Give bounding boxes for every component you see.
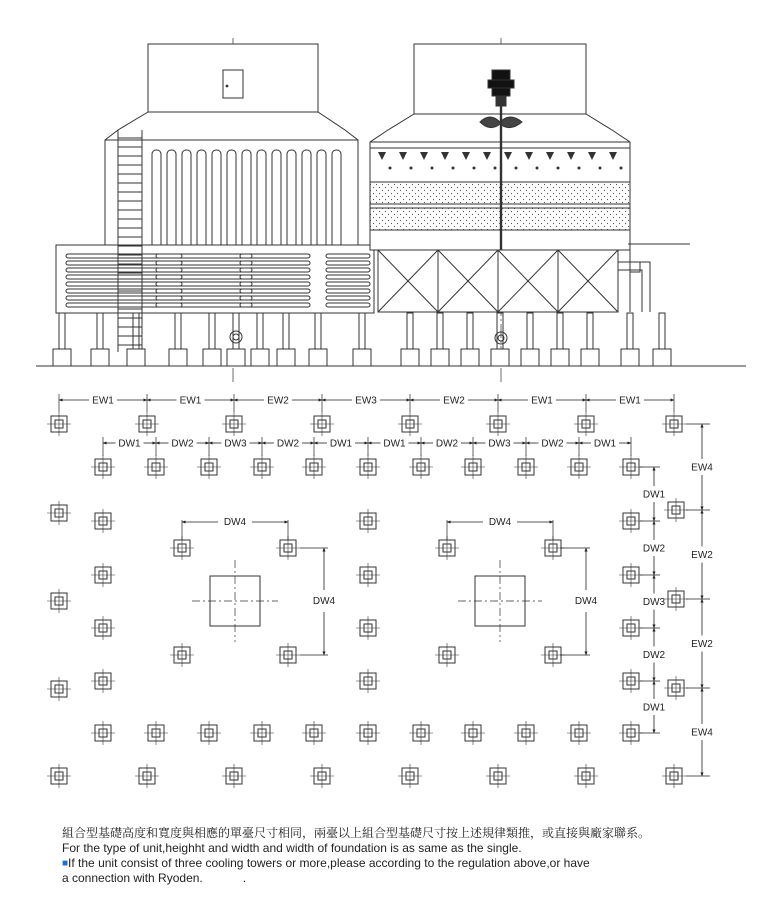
dw4-right-h-label: DW4	[488, 517, 512, 528]
foundation-pad	[619, 455, 643, 479]
note-english-2	[62, 856, 762, 871]
column-footing	[431, 349, 449, 366]
column	[359, 313, 365, 349]
foundation-pad	[356, 669, 380, 693]
fill-media-upper	[370, 182, 630, 204]
column	[257, 313, 263, 349]
ew-right-dimension-label: EW4	[691, 727, 713, 739]
column-footing	[581, 349, 599, 366]
foundation-pad	[250, 455, 274, 479]
foundation-pad	[514, 455, 538, 479]
ew-dimension-label: EW3	[355, 395, 377, 407]
note-english-3-text: a connection with Ryoden.	[62, 871, 203, 885]
foundation-pad	[619, 721, 643, 745]
dw4-left-h-label: DW4	[223, 517, 247, 528]
foundation-pad	[356, 455, 380, 479]
column-footing	[251, 349, 269, 366]
foundation-pad	[91, 509, 115, 533]
ew-right-dimension-label: EW2	[691, 639, 713, 650]
foundation-pad	[91, 455, 115, 479]
foundation-pad	[619, 509, 643, 533]
foundation-pad	[144, 721, 168, 745]
dw-top-dimension-row	[103, 437, 631, 456]
dw-right-dimension-label: DW2	[642, 543, 666, 555]
column	[97, 313, 103, 349]
column	[283, 313, 289, 349]
foundation-pad	[662, 764, 686, 788]
foundation-pad	[619, 616, 643, 640]
foundation-pad	[664, 587, 688, 611]
foundation-pad	[91, 616, 115, 640]
foundation-pad	[47, 677, 71, 701]
foundation-pad	[409, 455, 433, 479]
column-footing	[53, 349, 71, 366]
foundation-plan	[47, 394, 713, 788]
foundation-pad	[619, 669, 643, 693]
dw-dimension-label: DW1	[593, 438, 617, 450]
dw4-left-v-label: DW4	[312, 596, 336, 607]
column-footing	[461, 349, 479, 366]
column-footing	[127, 349, 145, 366]
dw-dimension-label: DW1	[383, 438, 406, 450]
ew-dimension-label: EW1	[619, 395, 641, 407]
foundation-pad	[91, 563, 115, 587]
drain-pipe	[230, 331, 242, 343]
foundation-pad	[619, 563, 643, 587]
dw-dimension-label: DW3	[224, 438, 247, 450]
foundation-pad	[170, 643, 194, 667]
foundation-pad	[398, 764, 422, 788]
foundation-pad	[356, 563, 380, 587]
ew-top-dimension-row	[59, 394, 674, 412]
foundation-pad	[144, 455, 168, 479]
foundation-pad	[398, 412, 422, 436]
column-footing	[227, 349, 245, 366]
ew-right-dimension-label: EW4	[691, 462, 713, 474]
column	[175, 313, 181, 349]
foundation-pad	[567, 721, 591, 745]
dw-dimension-label: DW2	[541, 438, 564, 450]
foundation-pad	[435, 643, 459, 667]
tower-elevation	[36, 38, 746, 384]
fill-media-lower	[370, 208, 630, 230]
left-tower	[56, 44, 374, 352]
foundation-pad	[664, 676, 688, 700]
dw-right-dimension-label: DW1	[642, 702, 666, 714]
foundation-pad	[486, 412, 510, 436]
foundation-pad	[310, 764, 334, 788]
ew-dimension-label: EW2	[267, 395, 289, 407]
dw-dimension-label: DW2	[171, 438, 194, 450]
column	[315, 313, 321, 349]
foundation-pad	[47, 501, 71, 525]
column-footing	[653, 349, 671, 366]
foundation-pad	[197, 721, 221, 745]
left-tower-center	[192, 560, 278, 642]
foundation-pad	[486, 764, 510, 788]
column	[557, 313, 563, 349]
column-footing	[277, 349, 295, 366]
foundation-pad	[461, 721, 485, 745]
notes-block	[62, 826, 762, 886]
ew-dimension-label: EW1	[92, 395, 114, 407]
ew-right-dimension-label: EW2	[691, 550, 713, 561]
foundation-pad	[91, 669, 115, 693]
foundation-pad	[514, 721, 538, 745]
note-english-1: For the type of unit,heighht and width and width of foundation is as same as the single.	[62, 841, 522, 855]
column-footing	[491, 349, 509, 366]
outlet-piping	[618, 250, 650, 312]
ew-dimension-label: EW1	[179, 395, 202, 407]
support-columns	[53, 313, 671, 366]
foundation-pad	[197, 455, 221, 479]
column	[527, 313, 533, 349]
note-chinese: 組合型基礎高度和寬度與相應的單臺尺寸相同，兩臺以上組合型基礎尺寸按上述規律類推，或直接與廠家聯系。	[62, 826, 651, 840]
dw-right-dimension-label: DW1	[642, 489, 666, 501]
foundation-pad	[356, 721, 380, 745]
foundation-pad	[567, 455, 591, 479]
note-english-3-tail: .	[242, 871, 247, 885]
foundation-pad	[302, 721, 326, 745]
foundation-pad	[222, 764, 246, 788]
dw-right-dimension-label: DW3	[642, 597, 666, 608]
note-english-3	[62, 871, 762, 886]
column	[467, 313, 473, 349]
ew-right-dimension-column	[686, 424, 713, 776]
dw-right-dimension-column	[640, 467, 666, 733]
dw-dimension-label: DW1	[329, 438, 353, 450]
column-footing	[521, 349, 539, 366]
dw-dimension-label: DW3	[488, 438, 511, 450]
foundation-pad	[276, 643, 300, 667]
dw-dimension-label: DW2	[435, 438, 459, 450]
foundation-pad	[302, 455, 326, 479]
foundation-pad	[409, 721, 433, 745]
foundation-pad	[662, 412, 686, 436]
foundation-pad	[222, 412, 246, 436]
dw-dimension-label: DW2	[276, 438, 300, 450]
foundation-pad	[47, 764, 71, 788]
right-tower	[370, 44, 690, 344]
column	[437, 313, 443, 349]
column	[209, 313, 215, 349]
column-footing	[169, 349, 187, 366]
foundation-pad	[310, 412, 334, 436]
foundation-pad	[135, 764, 159, 788]
column-footing	[203, 349, 221, 366]
column-footing	[91, 349, 109, 366]
column	[587, 313, 593, 349]
foundation-pad	[356, 616, 380, 640]
note-english-2-text: If the unit consist of three cooling towers or more,please according to the regulation above,or have	[68, 856, 590, 870]
dw-right-dimension-label: DW2	[642, 650, 666, 661]
dw4-right-v-label: DW4	[574, 596, 598, 607]
foundation-pad	[664, 498, 688, 522]
column-footing	[353, 349, 371, 366]
column-footing	[621, 349, 639, 366]
ew-dimension-label: EW2	[443, 395, 465, 407]
foundation-pad	[250, 721, 274, 745]
column	[627, 313, 633, 349]
foundation-pad	[574, 764, 598, 788]
foundation-pad	[47, 589, 71, 613]
foundation-pad	[574, 412, 598, 436]
foundation-pad	[91, 721, 115, 745]
column	[659, 313, 665, 349]
right-tower-center	[458, 560, 542, 642]
bullet-icon: ■	[62, 858, 69, 869]
column	[59, 313, 65, 349]
column-footing	[551, 349, 569, 366]
ew-dimension-label: EW1	[531, 395, 553, 407]
column	[407, 313, 413, 349]
dw-dimension-label: DW1	[118, 438, 141, 450]
foundation-pad	[461, 455, 485, 479]
column-footing	[401, 349, 419, 366]
foundation-pad	[356, 509, 380, 533]
foundation-pad	[135, 412, 159, 436]
column-footing	[309, 349, 327, 366]
foundation-pad	[47, 412, 71, 436]
